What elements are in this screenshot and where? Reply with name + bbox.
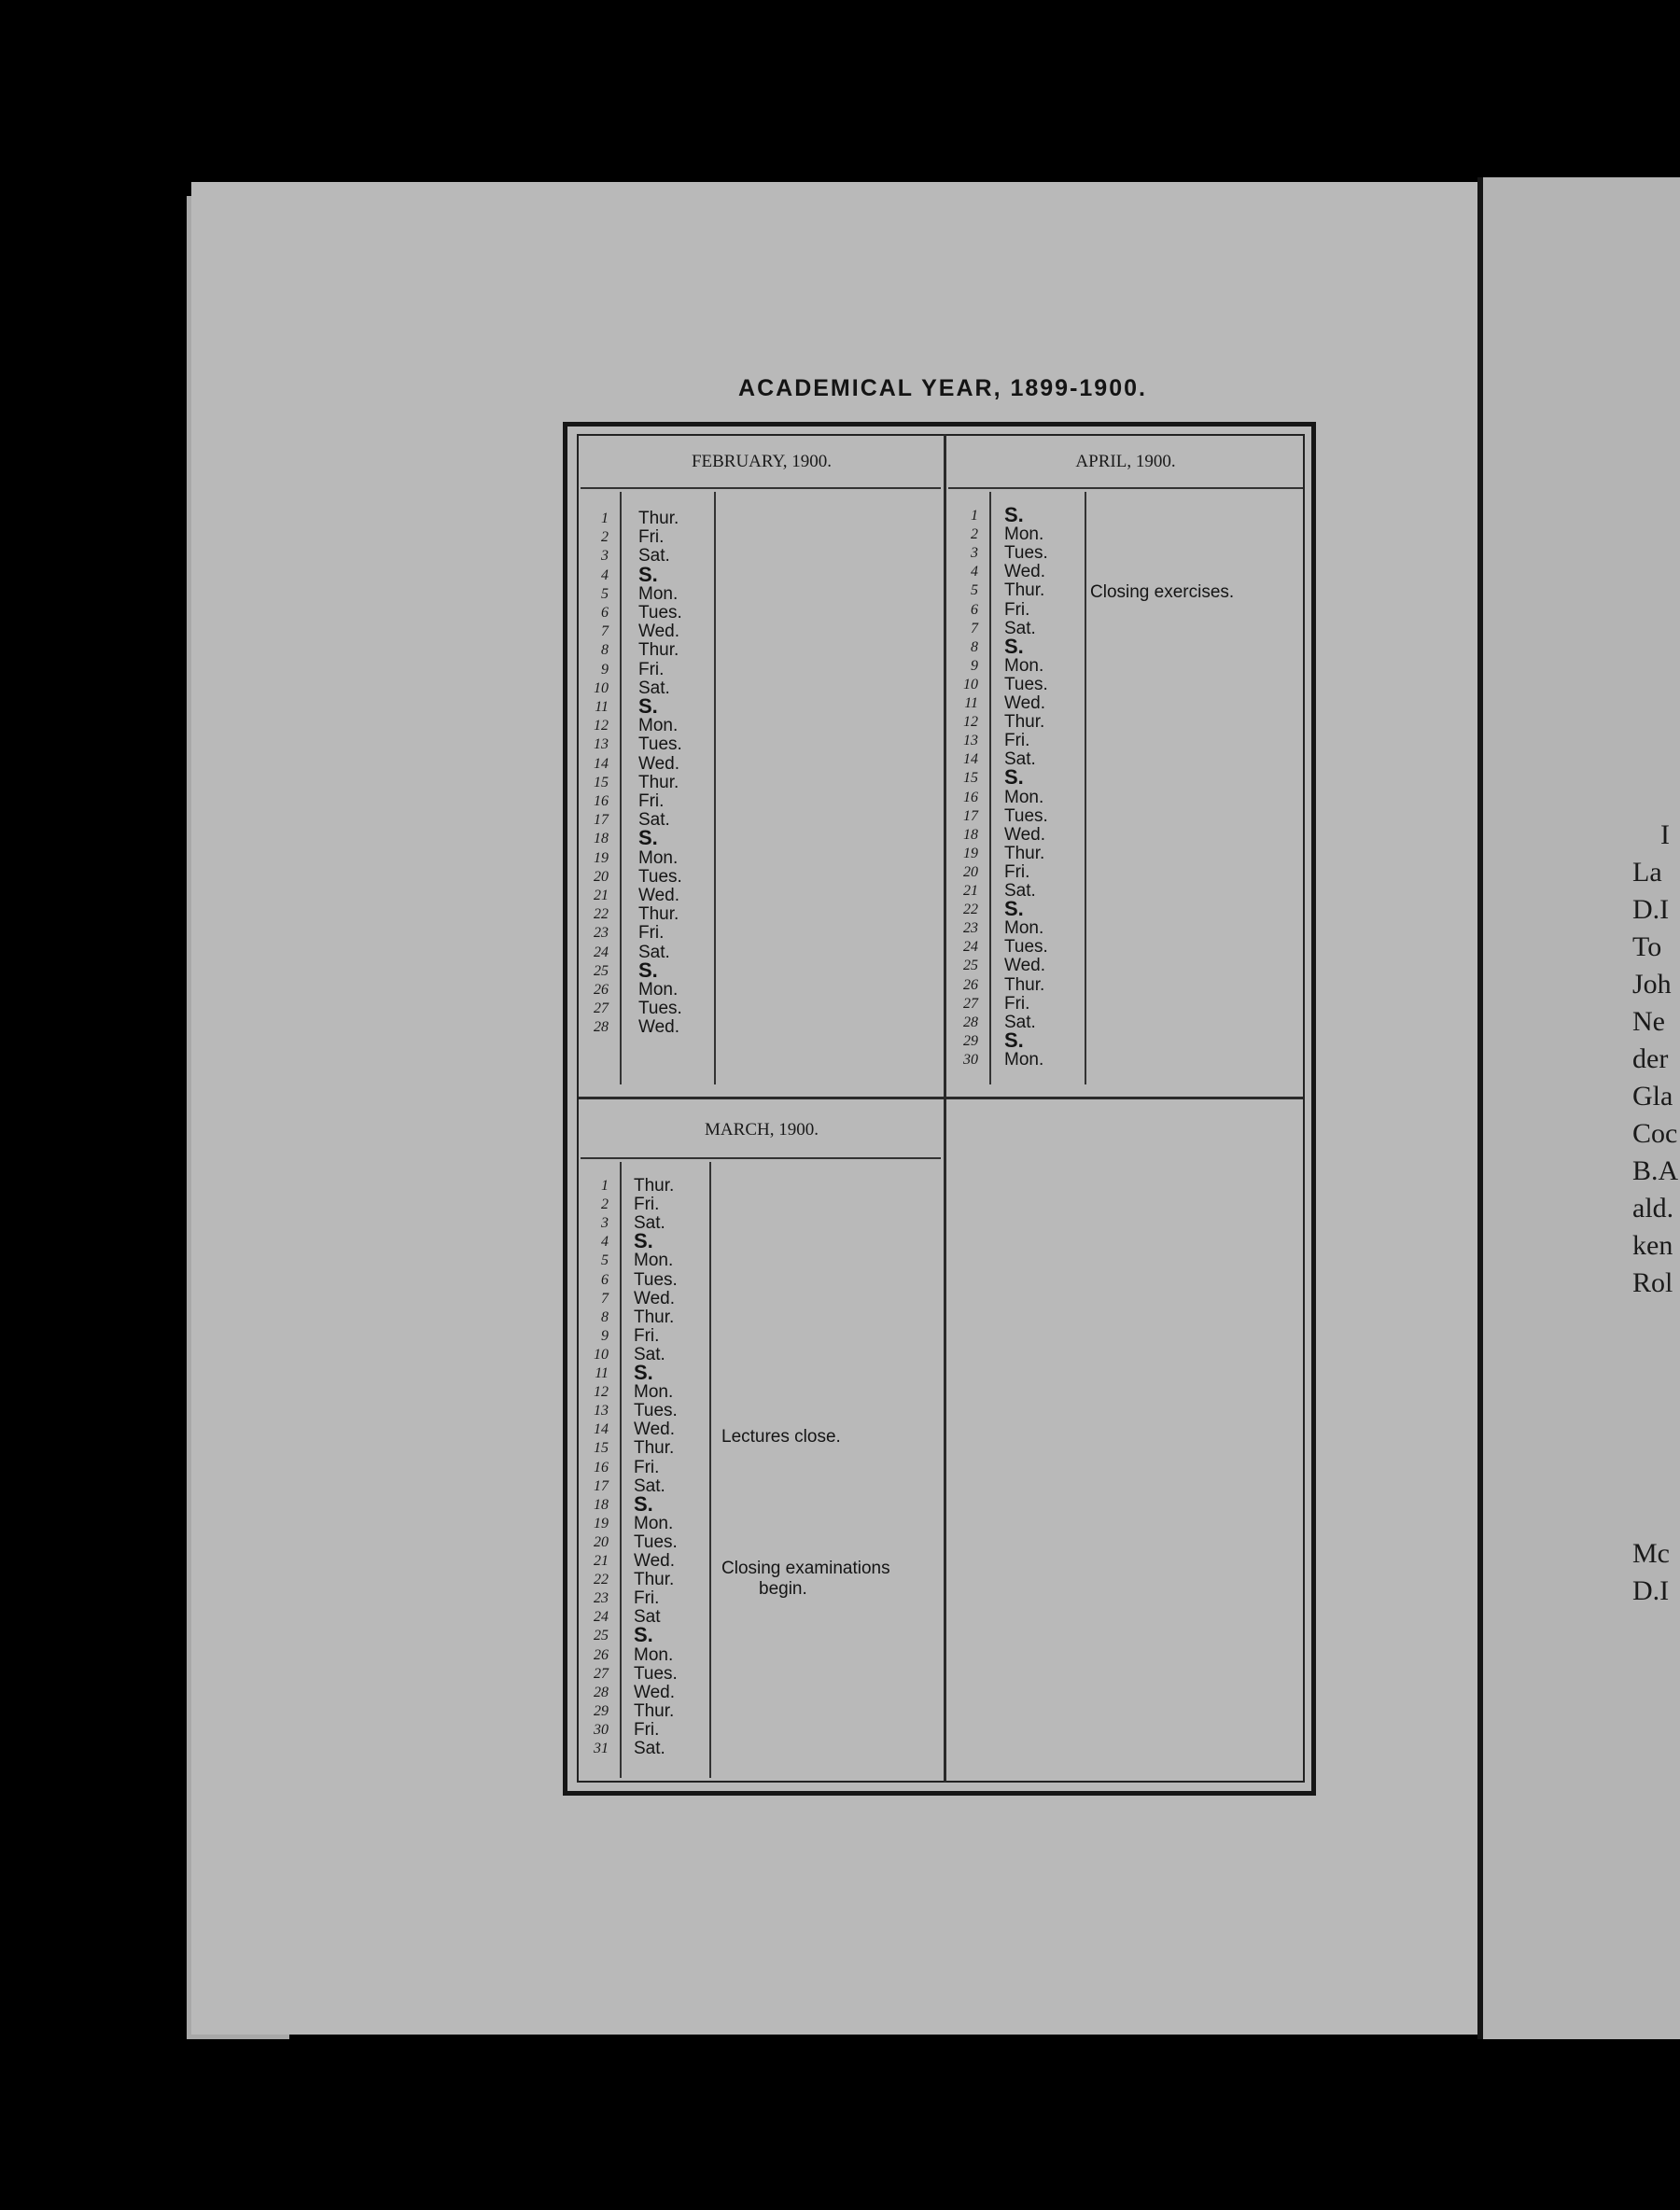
march-day-number: 10 [594, 1346, 609, 1363]
february-day-name: Fri. [638, 923, 665, 944]
april-day-number: 18 [963, 826, 978, 843]
march-day-name: Thur. [634, 1307, 675, 1327]
april-day-name: Tues. [1004, 674, 1048, 694]
april-day-number: 3 [971, 545, 978, 562]
march-day-name: Thur. [634, 1176, 675, 1196]
april-day-number: 11 [964, 695, 978, 711]
april-day-rule [1085, 492, 1086, 1084]
april-day-number: 19 [963, 845, 978, 861]
february-day-name: Sat. [638, 942, 670, 962]
april-day-number: 6 [971, 601, 978, 618]
march-day-name: Wed. [634, 1420, 676, 1440]
april-day-name: Mon. [1004, 787, 1044, 807]
facing-page-fragment: To [1632, 931, 1662, 962]
march-day-number: 13 [594, 1403, 609, 1420]
march-day-number: 17 [594, 1477, 609, 1494]
april-day-number: 10 [963, 676, 978, 692]
march-day-number: 9 [601, 1327, 609, 1344]
facing-page-fragment: Mc [1632, 1538, 1670, 1569]
march-day-name: S. [634, 1229, 653, 1253]
april-day-name: S. [1004, 765, 1024, 790]
march-day-name: S. [634, 1491, 653, 1516]
april-day-name: Sat. [1004, 618, 1036, 638]
april-day-number: 1 [971, 508, 978, 524]
march-day-name: Fri. [634, 1457, 660, 1477]
february-day-name: Mon. [638, 847, 679, 868]
april-day-number: 23 [963, 920, 978, 937]
facing-page-fragment: ald. [1632, 1193, 1674, 1224]
february-day-number: 11 [595, 699, 609, 715]
april-day-name: Fri. [1004, 599, 1030, 620]
february-day-name: S. [638, 826, 658, 850]
march-day-number: 21 [594, 1553, 609, 1569]
april-day-name: Sat. [1004, 1012, 1036, 1032]
april-day-name: Tues. [1004, 937, 1048, 958]
february-day-name: Thur. [638, 509, 679, 528]
march-day-number: 18 [594, 1496, 609, 1513]
february-number-rule [620, 492, 622, 1084]
march-day-number: 25 [594, 1628, 609, 1644]
february-day-number: 6 [601, 605, 609, 621]
facing-page-fragment: La [1632, 857, 1662, 888]
february-day-name: Sat. [638, 546, 670, 566]
march-day-number: 8 [601, 1308, 609, 1325]
february-day-name: Wed. [638, 622, 680, 642]
march-number-rule [620, 1162, 622, 1778]
month-heading-march: MARCH, 1900. [705, 1120, 819, 1140]
march-day-name: Sat. [634, 1344, 665, 1364]
april-day-number: 9 [971, 657, 978, 674]
march-day-name: Fri. [634, 1325, 660, 1346]
march-day-number: 22 [594, 1572, 609, 1588]
march-day-name: Fri. [634, 1588, 660, 1609]
march-day-name: Thur. [634, 1570, 675, 1590]
february-day-number: 19 [594, 849, 609, 866]
april-day-name: Thur. [1004, 712, 1045, 733]
march-day-number: 12 [594, 1384, 609, 1401]
march-day-number: 7 [601, 1290, 609, 1307]
february-day-name: Fri. [638, 527, 665, 548]
march-heading-rule [581, 1157, 941, 1159]
february-day-name: S. [638, 694, 658, 718]
march-day-name: Wed. [634, 1682, 676, 1702]
april-day-number: 30 [963, 1051, 978, 1068]
february-day-number: 24 [594, 944, 609, 960]
april-day-number: 5 [971, 582, 978, 599]
february-day-number: 8 [601, 642, 609, 659]
april-day-number: 20 [963, 863, 978, 880]
march-day-name: Thur. [634, 1438, 675, 1459]
april-day-name: Fri. [1004, 861, 1030, 882]
february-day-number: 18 [594, 831, 609, 847]
february-day-name: Tues. [638, 866, 682, 887]
march-day-name: Wed. [634, 1551, 676, 1571]
march-day-number: 6 [601, 1271, 609, 1288]
february-day-name: Sat. [638, 678, 670, 698]
march-day-name: Sat. [634, 1476, 665, 1496]
march-day-number: 27 [594, 1665, 609, 1682]
april-day-number: 21 [963, 883, 978, 899]
april-day-number: 12 [963, 714, 978, 731]
march-note-lectures-close: Lectures close. [721, 1427, 841, 1447]
march-day-name: Tues. [634, 1401, 678, 1421]
april-day-name: Wed. [1004, 956, 1046, 976]
april-day-number: 16 [963, 789, 978, 805]
month-heading-april: APRIL, 1900. [1075, 452, 1176, 471]
march-day-name: Tues. [634, 1532, 678, 1552]
february-day-name: Tues. [638, 734, 682, 755]
april-day-name: Tues. [1004, 543, 1048, 564]
february-day-name: Fri. [638, 659, 665, 679]
march-day-number: 1 [601, 1178, 609, 1194]
april-day-name: Sat. [1004, 881, 1036, 901]
february-day-number: 16 [594, 793, 609, 809]
march-day-number: 19 [594, 1515, 609, 1532]
february-day-number: 7 [601, 623, 609, 640]
april-day-name: Thur. [1004, 580, 1045, 601]
april-day-number: 13 [963, 733, 978, 749]
february-day-rule [714, 492, 716, 1084]
march-day-rule [709, 1162, 711, 1778]
february-day-number: 9 [601, 661, 609, 678]
march-day-number: 2 [601, 1196, 609, 1213]
february-day-number: 5 [601, 585, 609, 602]
april-day-name: S. [1004, 1028, 1024, 1052]
march-day-name: Tues. [634, 1269, 678, 1290]
april-day-number: 15 [963, 770, 978, 787]
april-number-rule [989, 492, 991, 1084]
april-day-number: 26 [963, 976, 978, 993]
february-day-number: 27 [594, 1000, 609, 1017]
february-day-name: Mon. [638, 980, 679, 1000]
april-day-name: S. [1004, 897, 1024, 921]
february-day-name: Mon. [638, 716, 679, 736]
april-day-name: Sat. [1004, 749, 1036, 770]
march-note-begin: begin. [759, 1579, 807, 1599]
april-day-name: Fri. [1004, 731, 1030, 751]
february-day-number: 17 [594, 812, 609, 829]
april-note-closing-exercises: Closing exercises. [1090, 582, 1235, 602]
march-day-number: 14 [594, 1421, 609, 1438]
march-day-name: S. [634, 1623, 653, 1647]
march-day-number: 30 [594, 1721, 609, 1738]
april-day-number: 2 [971, 526, 978, 543]
february-day-number: 14 [594, 755, 609, 772]
march-day-name: Fri. [634, 1719, 660, 1740]
february-day-name: Thur. [638, 904, 679, 925]
facing-page-fragment: D.I [1632, 894, 1670, 925]
april-day-name: Mon. [1004, 1049, 1044, 1070]
february-day-number: 25 [594, 962, 609, 979]
february-day-name: Mon. [638, 583, 679, 604]
february-day-number: 10 [594, 679, 609, 696]
march-day-name: Wed. [634, 1288, 676, 1308]
facing-page-fragment: I [1660, 819, 1670, 850]
facing-page-fragment: der [1632, 1043, 1669, 1074]
april-day-name: Fri. [1004, 993, 1030, 1014]
february-day-name: S. [638, 562, 658, 586]
february-day-name: Wed. [638, 886, 680, 905]
february-day-name: Wed. [638, 1017, 680, 1038]
april-day-number: 7 [971, 620, 978, 636]
february-heading-rule [581, 487, 941, 489]
march-day-name: Mon. [634, 1513, 674, 1533]
february-day-number: 28 [594, 1019, 609, 1036]
march-day-number: 31 [594, 1741, 609, 1756]
march-day-name: Mon. [634, 1251, 674, 1271]
march-day-number: 26 [594, 1646, 609, 1663]
march-day-name: Sat [634, 1607, 661, 1628]
march-day-number: 29 [594, 1702, 609, 1719]
march-day-name: Mon. [634, 1382, 674, 1403]
facing-page-fragment: D.I [1632, 1575, 1670, 1606]
april-day-name: S. [1004, 503, 1024, 526]
facing-page-fragment: Rol [1632, 1267, 1673, 1298]
february-day-number: 23 [594, 925, 609, 942]
april-day-name: Mon. [1004, 655, 1044, 676]
february-day-name: S. [638, 958, 658, 982]
march-day-number: 28 [594, 1684, 609, 1700]
facing-page-fragment: Gla [1632, 1081, 1673, 1112]
march-day-number: 24 [594, 1609, 609, 1626]
march-note-closing-examinations: Closing examinations [721, 1559, 890, 1578]
april-day-name: S. [1004, 634, 1024, 658]
february-day-name: Thur. [638, 640, 679, 661]
march-day-number: 23 [594, 1590, 609, 1607]
april-day-name: Wed. [1004, 562, 1046, 582]
facing-page-fragment: Joh [1632, 969, 1672, 1000]
april-day-name: Thur. [1004, 974, 1045, 995]
march-day-name: Sat. [634, 1739, 665, 1758]
february-day-name: Tues. [638, 603, 682, 622]
february-day-number: 20 [594, 868, 609, 885]
month-heading-february: FEBRUARY, 1900. [691, 452, 833, 471]
february-day-number: 26 [594, 982, 609, 998]
march-day-number: 3 [601, 1215, 609, 1232]
april-day-name: Thur. [1004, 843, 1045, 863]
page-title: ACADEMICAL YEAR, 1899-1900. [738, 375, 1147, 401]
march-day-number: 4 [601, 1234, 609, 1251]
march-day-name: S. [634, 1361, 653, 1384]
february-day-number: 15 [594, 774, 609, 790]
march-day-name: Sat. [634, 1213, 665, 1234]
march-day-name: Fri. [634, 1195, 660, 1215]
february-day-number: 4 [601, 566, 609, 583]
march-day-number: 15 [594, 1440, 609, 1457]
february-day-name: Sat. [638, 810, 670, 831]
april-day-number: 8 [971, 638, 978, 655]
facing-page-fragment: Ne [1632, 1006, 1665, 1037]
february-day-name: Thur. [638, 772, 679, 792]
february-day-number: 21 [594, 888, 609, 903]
april-day-number: 28 [963, 1014, 978, 1030]
april-day-name: Wed. [1004, 693, 1046, 713]
february-day-name: Tues. [638, 999, 682, 1019]
facing-page-fragment: Coc [1632, 1118, 1678, 1149]
april-day-number: 25 [963, 958, 978, 974]
february-day-number: 3 [601, 548, 609, 565]
april-day-number: 22 [963, 902, 978, 918]
february-day-name: Fri. [638, 791, 665, 811]
april-day-name: Mon. [1004, 525, 1044, 545]
february-day-number: 12 [594, 718, 609, 734]
april-day-number: 14 [963, 751, 978, 768]
february-day-number: 1 [601, 511, 609, 526]
april-day-number: 24 [963, 939, 978, 956]
april-day-number: 27 [963, 995, 978, 1012]
february-day-name: Wed. [638, 753, 680, 774]
april-day-name: Mon. [1004, 918, 1044, 939]
calendar-row-divider [579, 1097, 1303, 1099]
february-day-number: 2 [601, 529, 609, 546]
march-day-name: Thur. [634, 1700, 675, 1721]
february-day-number: 13 [594, 736, 609, 753]
april-heading-rule [948, 487, 1303, 489]
march-day-name: Mon. [634, 1644, 674, 1665]
april-day-number: 17 [963, 807, 978, 824]
april-day-name: Wed. [1004, 824, 1046, 845]
february-day-number: 22 [594, 906, 609, 923]
march-day-number: 20 [594, 1533, 609, 1550]
april-day-number: 4 [971, 564, 978, 580]
march-day-name: Tues. [634, 1663, 678, 1684]
facing-page [1483, 177, 1680, 2039]
march-day-number: 5 [601, 1252, 609, 1269]
facing-page-fragment: ken [1632, 1230, 1673, 1261]
april-day-number: 29 [963, 1032, 978, 1049]
march-day-number: 16 [594, 1459, 609, 1476]
march-day-number: 11 [595, 1365, 609, 1381]
facing-page-fragment: B.A [1632, 1155, 1679, 1186]
april-day-name: Tues. [1004, 805, 1048, 826]
